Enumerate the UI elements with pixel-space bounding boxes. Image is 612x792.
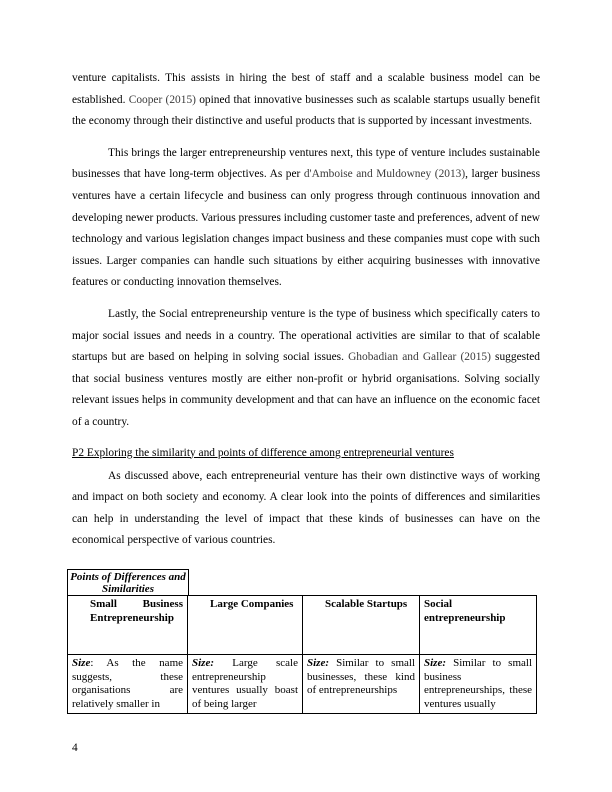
cell-label: Size: bbox=[307, 657, 329, 669]
paragraph-text: This brings the larger entrepreneurship ventures next, this type of venture includes sustainable businesses that have long-term objectives. As per bbox=[72, 146, 540, 181]
cell-text: Similar to small businesses, these kind of entrepreneurships bbox=[307, 657, 415, 697]
cell-separator bbox=[214, 657, 232, 669]
table-grid bbox=[67, 595, 537, 714]
paragraph-text: suggested that social business ventures mostly are either non-profit or hybrid organisations. Solving socially relevant issues helps in community development and that can have an influence on the economic facet of a country. bbox=[72, 351, 540, 428]
cell-label: Size: bbox=[424, 657, 446, 669]
comparison-table bbox=[67, 569, 537, 714]
table-corner-header: Points of Differences and Similarities bbox=[67, 569, 189, 595]
paragraph-2 bbox=[72, 143, 540, 294]
section-heading: P2 Exploring the similarity and points of difference among entrepreneurial ventures bbox=[72, 446, 454, 459]
paragraph-text: , larger business ventures have a certain lifecycle and business can only progress through continuous innovation and developing newer products. Various pressures including customer taste and preferences, advent of new technology and various legislation changes impact business and these companies must cope with such issues. Larger companies can handle such situations by either acquiring businesses with innovative features or conducting innovation themselves. bbox=[72, 168, 540, 289]
page-number: 4 bbox=[72, 742, 78, 754]
cell-text: As the name suggests, these organisations are relatively smaller in bbox=[72, 657, 184, 710]
column-header: Social entrepreneurship bbox=[420, 596, 537, 655]
column-header: Large Companies bbox=[188, 596, 303, 655]
paragraph-text: Lastly, the Social entrepreneurship venture is the type of business which specifically caters to major social issues and needs in a country. The operational activities are similar to that of scalable startups but are based on helping in solving social issues. bbox=[72, 307, 540, 364]
cell-label: Size: bbox=[192, 657, 214, 669]
paragraph-3 bbox=[72, 304, 540, 434]
table-row bbox=[68, 655, 537, 714]
paragraph-text: opined that innovative businesses such as scalable startups usually benefit the economy through their distinctive and useful products that is supported by incessant investments. bbox=[72, 93, 541, 128]
citation: Cooper (2015) bbox=[128, 93, 196, 106]
table-cell bbox=[303, 655, 420, 714]
paragraph-text: venture capitalists. This assists in hiring the best of staff and a scalable business model can be established. bbox=[72, 72, 540, 106]
table-header-row bbox=[68, 596, 537, 655]
citation: Ghobadian and Gallear (2015) bbox=[348, 351, 491, 364]
cell-text: Similar to small business entrepreneurships, these ventures usually bbox=[424, 657, 532, 710]
table-cell bbox=[420, 655, 537, 714]
paragraph-1 bbox=[72, 68, 540, 133]
cell-separator: : bbox=[90, 657, 107, 669]
paragraph-4: As discussed above, each entrepreneurial venture has their own distinctive ways of working and impact on both society and economy. A clear look into the points of differences and similarities can help in understanding the level of impact that these kinds of businesses can have on the economical perspective of various countries. bbox=[72, 469, 540, 547]
column-header: Small Business Entrepreneurship bbox=[68, 596, 188, 655]
citation: d'Amboise and Muldowney (2013) bbox=[303, 168, 466, 181]
cell-text: Large scale entrepreneurship ventures usually boast of being larger bbox=[192, 657, 298, 710]
column-header: Scalable Startups bbox=[303, 596, 420, 655]
document-body bbox=[72, 68, 540, 552]
cell-label: Size bbox=[72, 657, 91, 669]
table-cell bbox=[188, 655, 303, 714]
table-cell bbox=[68, 655, 188, 714]
